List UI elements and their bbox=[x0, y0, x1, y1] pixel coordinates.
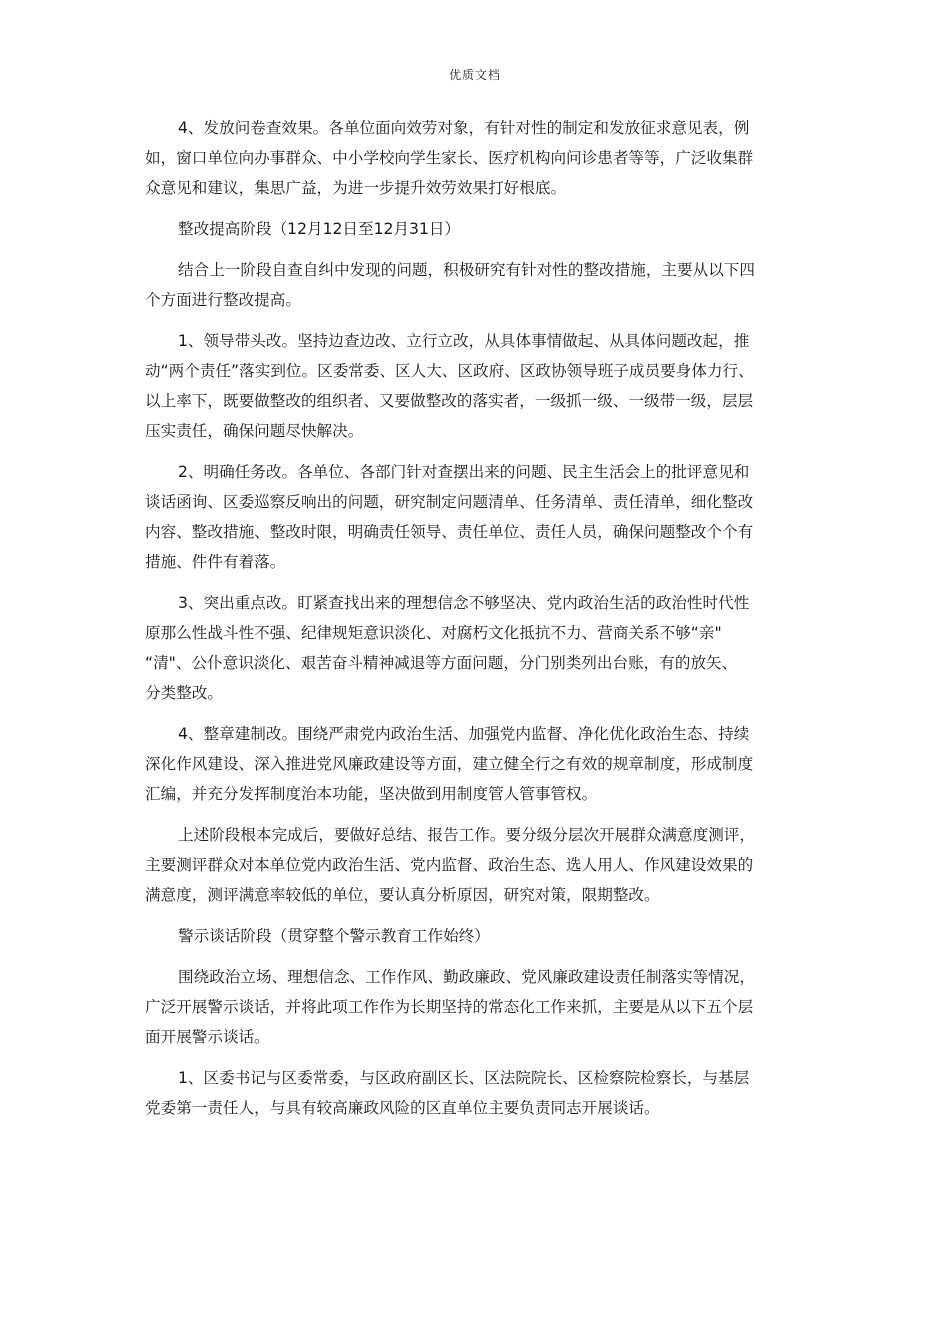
text-line: 4、发放问卷查效果。各单位面向效劳对象，有针对性的制定和发放征求意见表，例 bbox=[178, 119, 750, 137]
text-line: 面开展警示谈话。 bbox=[145, 1028, 270, 1046]
text-line: 分类整改。 bbox=[145, 684, 223, 702]
text-line: 汇编，并充分发挥制度治本功能，坚决做到用制度管人管事管权。 bbox=[145, 785, 598, 803]
text-line: 围绕政治立场、理想信念、工作作风、勤政廉政、党风廉政建设责任制落实等情况， bbox=[178, 968, 755, 986]
text-line: 措施、件件有着落。 bbox=[145, 553, 286, 571]
paragraph-system-rectify bbox=[145, 719, 805, 809]
text-line: “清"、公仆意识淡化、艰苦奋斗精神减退等方面问题，分门别类列出台账，有的放矢、 bbox=[145, 654, 738, 672]
paragraph-task-rectify bbox=[145, 457, 805, 577]
text-line: 1、领导带头改。坚持边查边改、立行立改，从具体事情做起、从具体问题改起，推 bbox=[178, 332, 750, 350]
text-line: 众意见和建议，集思广益，为进一步提升效劳效果打好根底。 bbox=[145, 179, 567, 197]
paragraph-secretary-talk bbox=[145, 1063, 805, 1123]
text-line: 原那么性战斗性不强、纪律规矩意识淡化、对腐朽文化抵抗不力、营商关系不够“亲" bbox=[145, 624, 722, 642]
paragraph-key-rectify bbox=[145, 588, 805, 708]
paragraph-leader-rectify bbox=[145, 326, 805, 446]
paragraph-questionnaire bbox=[145, 113, 805, 203]
text-line: 如，窗口单位向办事群众、中小学校向学生家长、医疗机构向问诊患者等等，广泛收集群 bbox=[145, 149, 754, 167]
text-line: 谈话函询、区委巡察反响出的问题，研究制定问题清单、任务清单、责任清单，细化整改 bbox=[145, 493, 754, 511]
text-line: 个方面进行整改提高。 bbox=[145, 291, 301, 309]
text-line: 4、整章建制改。围绕严肃党内政治生活、加强党内监督、净化优化政治生态、持续 bbox=[178, 725, 750, 743]
text-line: 上述阶段根本完成后，要做好总结、报告工作。要分级分层次开展群众满意度测评， bbox=[178, 826, 755, 844]
text-line: 2、明确任务改。各单位、各部门针对查摆出来的问题、民主生活会上的批评意见和 bbox=[178, 463, 750, 481]
text-line: 深化作风建设、深入推进党风廉政建设等方面，建立健全行之有效的规章制度，形成制度 bbox=[145, 755, 754, 773]
document-body bbox=[145, 113, 805, 1134]
text-line: 满意度，测评满意率较低的单位，要认真分析原因，研究对策，限期整改。 bbox=[145, 886, 660, 904]
text-line: 3、突出重点改。盯紧查找出来的理想信念不够坚决、党内政治生活的政治性时代性 bbox=[178, 594, 750, 612]
text-line: 1、区委书记与区委常委，与区政府副区长、区法院院长、区检察院检察长，与基层 bbox=[178, 1069, 750, 1087]
section-heading-warning-talk: 警示谈话阶段（贯穿整个警示教育工作始终） bbox=[178, 927, 490, 945]
text-line: 压实责任，确保问题尽快解决。 bbox=[145, 422, 364, 440]
text-line: 党委第一责任人，与具有较高廉政风险的区直单位主要负责同志开展谈话。 bbox=[145, 1099, 660, 1117]
paragraph-summary-report bbox=[145, 820, 805, 910]
text-line: 以上率下，既要做整改的组织者、又要做整改的落实者，一级抓一级、一级带一级，层层 bbox=[145, 392, 754, 410]
page-header: 优质文档 bbox=[448, 68, 501, 82]
text-line: 主要测评群众对本单位党内政治生活、党内监督、政治生态、选人用人、作风建设效果的 bbox=[145, 856, 754, 874]
text-line: 动“两个责任”落实到位。区委常委、区人大、区政府、区政协领导班子成员要身体力行、 bbox=[145, 362, 754, 380]
text-line: 结合上一阶段自查自纠中发现的问题，积极研究有针对性的整改措施，主要从以下四 bbox=[178, 261, 755, 279]
text-line: 内容、整改措施、整改时限，明确责任领导、责任单位、责任人员，确保问题整改个个有 bbox=[145, 523, 754, 541]
paragraph-rectification-intro bbox=[145, 255, 805, 315]
section-heading-rectification: 整改提高阶段（12月12日至12月31日） bbox=[178, 220, 461, 238]
text-line: 广泛开展警示谈话，并将此项工作作为长期坚持的常态化工作来抓，主要是从以下五个层 bbox=[145, 998, 754, 1016]
paragraph-warning-talk-intro bbox=[145, 962, 805, 1052]
